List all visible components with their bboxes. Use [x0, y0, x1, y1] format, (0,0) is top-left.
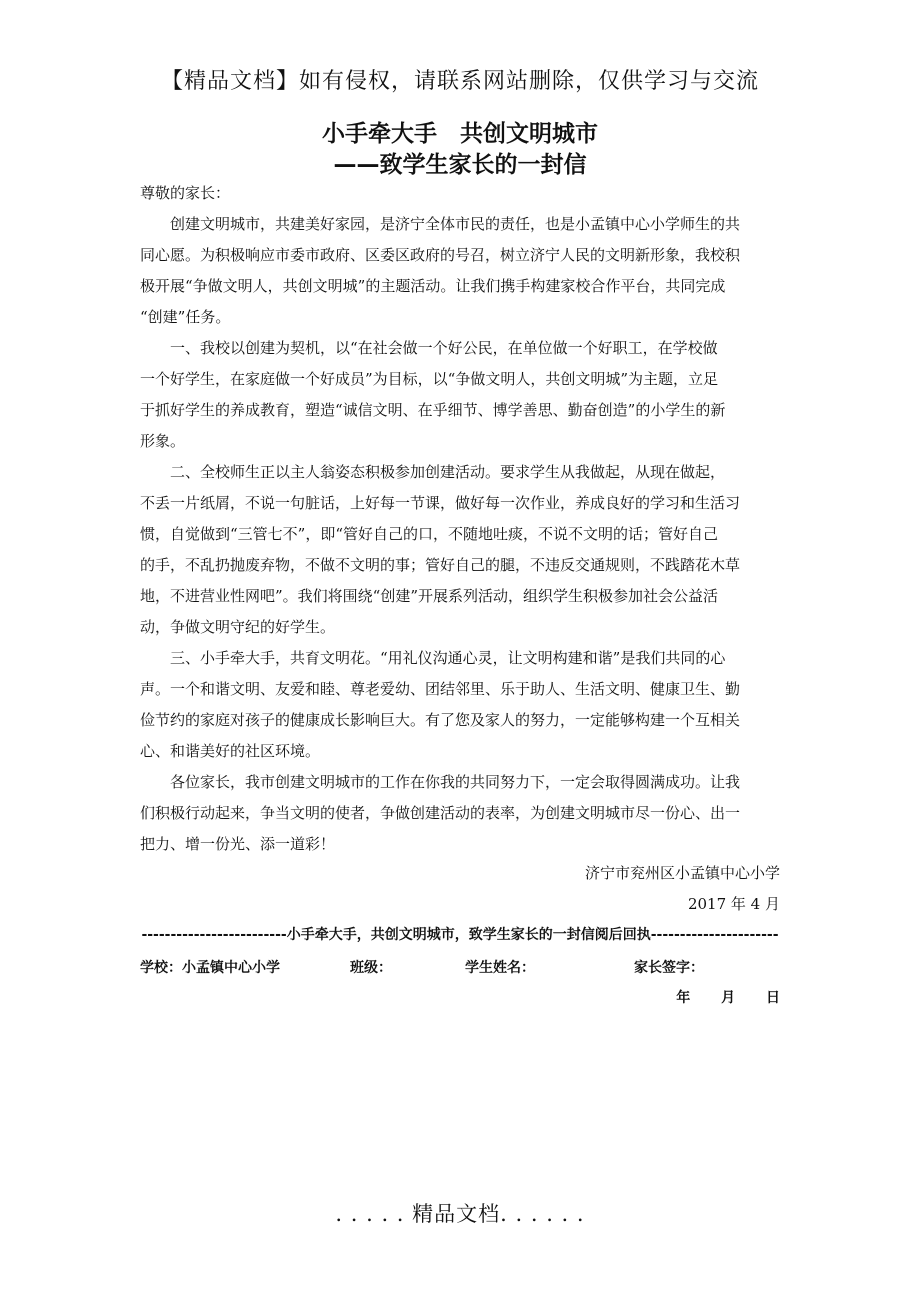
student-name-label: 学生姓名：	[465, 960, 535, 976]
letter-subtitle: ——致学生家长的一封信	[333, 152, 587, 178]
text-line: 极开展“争做文明人，共创文明城”的主题活动。让我们携手构建家校合作平台，共同完成	[140, 277, 726, 295]
text-line: 各位家长，我市创建文明城市的工作在你我的共同努力下，一定会取得圆满成功。让我	[140, 773, 741, 791]
text-line: 声。一个和谐文明、友爱和睦、尊老爱幼、团结邻里、乐于助人、生活文明、健康卫生、勤	[140, 680, 741, 698]
paragraph-2	[140, 333, 780, 457]
school-label: 学校：小孟镇中心小学	[140, 960, 280, 976]
signature-date: 2017 年 4 月	[687, 895, 780, 913]
letter-title: 小手牵大手 共创文明城市	[322, 121, 598, 147]
year-label: 年	[676, 990, 691, 1006]
footer-note: . . . . . 精品文档. . . . . .	[335, 1202, 585, 1226]
month-label: 月	[721, 990, 736, 1006]
header-note: 【精品文档】如有侵权，请联系网站删除，仅供学习与交流	[160, 69, 759, 94]
day-label: 日	[766, 990, 780, 1006]
text-line: 形象。	[140, 432, 186, 450]
text-line: 于抓好学生的养成教育，塑造“诚信文明、在乎细节、博学善思、勤奋创造”的小学生的新	[140, 401, 726, 419]
text-line: 一、我校以创建为契机，以“在社会做一个好公民，在单位做一个好职工，在学校做	[140, 339, 718, 357]
paragraph-5	[140, 767, 780, 860]
signature-school: 济宁市兖州区小孟镇中心小学	[584, 864, 780, 882]
text-line: 俭节约的家庭对孩子的健康成长影响巨大。有了您及家人的努力，一定能够构建一个互相关	[140, 711, 741, 729]
text-line: 心、和谐美好的社区环境。	[140, 742, 321, 760]
text-line: 同心愿。为积极响应市委市政府、区委区政府的号召，树立济宁人民的文明新形象，我校积	[140, 246, 741, 264]
text-line: 三、小手牵大手，共育文明花。“用礼仪沟通心灵，让文明构建和谐”是我们共同的心	[140, 649, 726, 667]
text-line: 把力、增一份光、添一道彩！	[140, 835, 336, 853]
text-line: “创建”任务。	[140, 308, 231, 326]
text-line: 地，不进营业性网吧”。我们将围绕“创建”开展系列活动，组织学生积极参加社会公益活	[140, 587, 719, 605]
text-line: 不丢一片纸屑，不说一句脏话，上好每一节课，做好每一次作业，养成良好的学习和生活习	[140, 494, 741, 512]
reply-slip-date	[650, 987, 780, 1007]
text-line: 的手，不乱扔抛废弃物，不做不文明的事；管好自己的腿，不违反交通规则，不践踏花木草	[140, 556, 741, 574]
text-line: 创建文明城市，共建美好家园，是济宁全体市民的责任，也是小孟镇中心小学师生的共	[140, 215, 741, 233]
paragraph-4	[140, 643, 780, 767]
parent-signature-label: 家长签字：	[634, 960, 704, 976]
paragraph-1	[140, 209, 780, 333]
salutation: 尊敬的家长：	[140, 184, 231, 202]
class-label: 班级：	[350, 960, 392, 976]
text-line: 们积极行动起来，争当文明的使者，争做创建活动的表率，为创建文明城市尽一份心、出一	[140, 804, 741, 822]
paragraph-3	[140, 457, 780, 643]
text-line: 二、全校师生正以主人翁姿态积极参加创建活动。要求学生从我做起，从现在做起，	[140, 463, 726, 481]
text-line: 动，争做文明守纪的好学生。	[140, 618, 336, 636]
text-line: 惯，自觉做到“三管七不”，即“管好自己的口，不随地吐痰，不说不文明的话；管好自己	[140, 525, 719, 543]
text-line: 一个好学生，在家庭做一个好成员”为目标，以“争做文明人，共创文明城”为主题，立足	[140, 370, 719, 388]
reply-slip-divider: -------------------------小手牵大手，共创文明城市，致学生家长的一封信阅后回执----------------------	[141, 927, 779, 943]
